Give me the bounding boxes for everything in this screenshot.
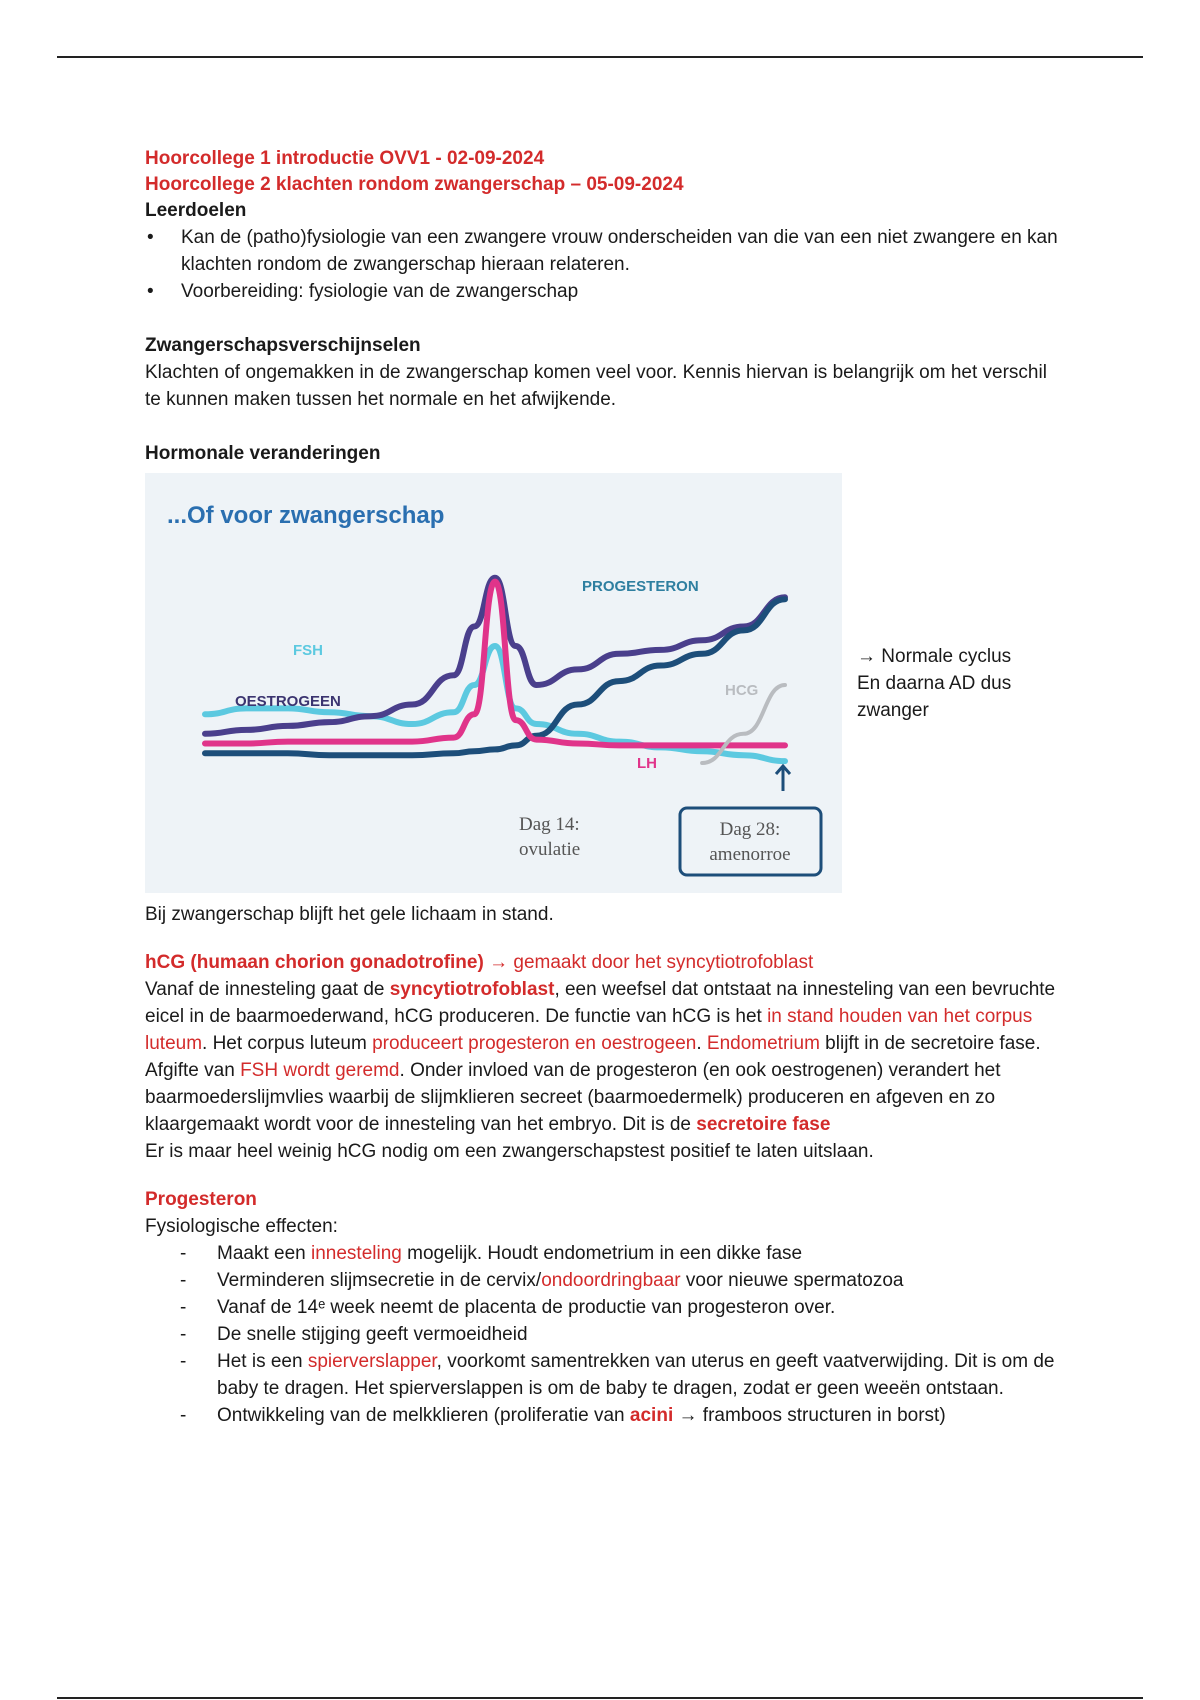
progesteron-list [145,1240,1065,1429]
annotation-dag28: Dag 28: [719,819,781,840]
document-body [145,146,1065,1429]
label-hcg: HCG [725,682,759,699]
note-line-1: → Normale cyclus [857,646,1012,667]
list-item: • Kan de (patho)fysiologie van een zwangere vrouw onderscheiden van die van een niet zwangere en kan klachten rondom de zwangerschap hieraan relateren. [145,224,1065,278]
annotation-dag14: Dag 14: [519,814,580,835]
annotation-amenorroe: amenorroe [709,844,791,865]
hcg-heading: hCG (humaan chorion gonadotrofine) → gemaakt door het syncytiotrofoblast [145,952,814,973]
list-item: • Voorbereiding: fysiologie van de zwangerschap [145,278,1065,305]
lecture-title-2: Hoorcollege 2 klachten rondom zwangerschap – 05-09-2024 [145,174,684,195]
leerdoelen-heading: Leerdoelen [145,200,247,221]
list-item: - Het is een spierverslapper, voorkomt samentrekken van uterus en geeft vaatverwijding. Dit is om de baby te dragen. Het spierverslappen is om de baby te dragen, zodat er geen weeën ontstaan. [217,1348,1065,1402]
hormonaal-heading: Hormonale veranderingen [145,443,381,464]
series-line-lh [205,582,785,746]
list-item: - Maakt een innesteling mogelijk. Houdt endometrium in een dikke fase [217,1240,1065,1267]
progesteron-heading: Progesteron [145,1189,257,1210]
verschijnselen-heading: Zwangerschapsverschijnselen [145,335,421,356]
annotation-ovulatie: ovulatie [519,839,581,860]
figure-note [857,643,1077,724]
verschijnselen-text: Klachten of ongemakken in de zwangerschap komen veel voor. Kennis hiervan is belangrijk om het verschil te kunnen maken tussen het normale en het afwijkende. [145,362,1047,410]
figure-row [145,473,1065,893]
label-progesteron: PROGESTERON [582,578,699,595]
list-item: - De snelle stijging geeft vermoeidheid [217,1321,1065,1348]
list-item: - Ontwikkeling van de melkklieren (proliferatie van acini → framboos structuren in borst) [217,1402,1065,1429]
label-fsh: FSH [293,642,323,659]
bottom-rule [57,1697,1143,1699]
lecture-title-1: Hoorcollege 1 introductie OVV1 - 02-09-2024 [145,148,545,169]
top-rule [57,56,1143,58]
progesteron-intro: Fysiologische effecten: [145,1216,338,1237]
label-lh: LH [637,755,657,772]
chart-title: ...Of voor zwangerschap [167,502,445,529]
hcg-paragraph: Vanaf de innesteling gaat de syncytiotrofoblast, een weefsel dat ontstaat na innesteling van een bevruchte eicel in de baarmoederwand, hCG produceren. De functie van hCG is het in stand houden van het corpus luteum. Het corpus luteum produceert progesteron en oestrogeen. Endometrium blijft in de secretoire fase. Afgifte van FSH wordt geremd. Onder invloed van de progesteron (en ook oestrogenen) verandert het baarmoederslijmvlies waarbij de slijmklieren secreet (baarmoedermelk) produceren en afgeven en zo klaargemaakt wordt voor de innesteling van het embryo. Dit is de secretoire fase [145,979,1056,1135]
hcg-test-text: Er is maar heel weinig hCG nodig om een zwangerschapstest positief te laten uitslaan. [145,1141,874,1162]
arrow-up-icon [776,766,790,791]
label-oestrogeen: OESTROGEEN [235,693,341,710]
figure-caption: Bij zwangerschap blijft het gele lichaam in stand. [145,904,554,925]
leerdoelen-list [145,224,1065,305]
list-item: - Verminderen slijmsecretie in de cervix/ondoordringbaar voor nieuwe spermatozoa [217,1267,1065,1294]
list-item: - Vanaf de 14ᵉ week neemt de placenta de productie van progesteron over. [217,1294,1065,1321]
series-line-progesteron [205,599,785,755]
note-line-2: En daarna AD dus zwanger [857,673,1012,721]
hormone-chart [145,473,842,893]
